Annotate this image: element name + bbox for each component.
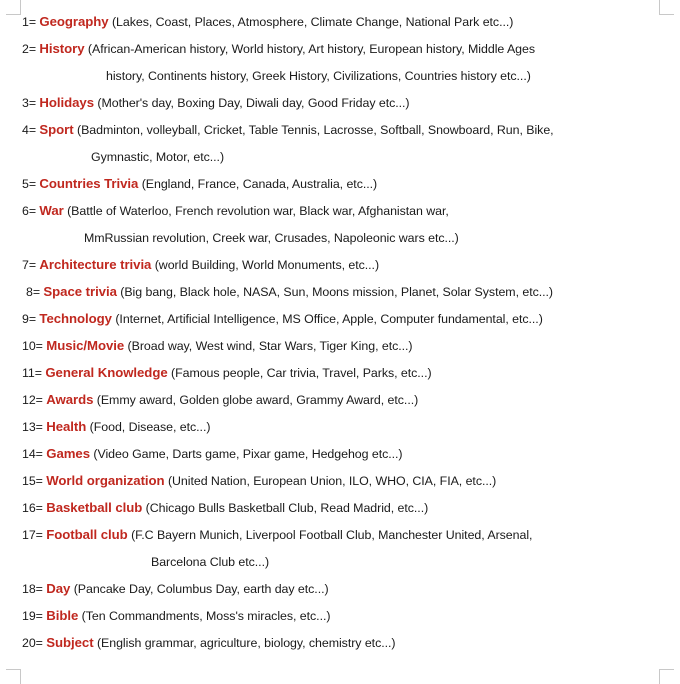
- item-topic: Countries Trivia: [39, 176, 139, 191]
- item-number: 9=: [22, 312, 40, 326]
- item-description: (Pancake Day, Columbus Day, earth day etc...): [70, 582, 329, 596]
- list-item: [22, 311, 543, 327]
- item-topic: Basketball club: [46, 500, 143, 515]
- item-topic: Architecture trivia: [39, 257, 152, 272]
- item-description: (world Building, World Monuments, etc...): [151, 258, 380, 272]
- item-number: 8=: [26, 285, 44, 299]
- item-number: 2=: [22, 42, 40, 56]
- item-topic: General Knowledge: [45, 365, 168, 380]
- item-description: (English grammar, agriculture, biology, chemistry etc...): [93, 636, 396, 650]
- item-topic: War: [39, 203, 64, 218]
- item-description: (Broad way, West wind, Star Wars, Tiger King, etc...): [124, 339, 413, 353]
- item-number: 15=: [22, 474, 47, 488]
- item-number: 1=: [22, 15, 40, 29]
- item-continuation: Barcelona Club etc...): [151, 555, 270, 569]
- item-number: 12=: [22, 393, 47, 407]
- item-topic: Games: [46, 446, 91, 461]
- item-topic: Awards: [46, 392, 94, 407]
- item-topic: Health: [46, 419, 87, 434]
- item-number: 19=: [22, 609, 47, 623]
- list-item: [22, 473, 496, 489]
- item-number: 16=: [22, 501, 47, 515]
- item-description: (Battle of Waterloo, French revolution war, Black war, Afghanistan war,: [63, 204, 449, 218]
- list-item: [22, 581, 329, 597]
- list-item: [22, 95, 410, 111]
- list-item: [22, 500, 428, 516]
- item-number: 18=: [22, 582, 47, 596]
- item-description: (Internet, Artificial Intelligence, MS Office, Apple, Computer fundamental, etc...): [111, 312, 543, 326]
- item-description: (Famous people, Car trivia, Travel, Parks, etc...): [167, 366, 432, 380]
- page-corner-mark: [6, 669, 21, 684]
- item-topic: Holidays: [39, 95, 94, 110]
- item-topic: Space trivia: [43, 284, 117, 299]
- list-item: [22, 41, 535, 57]
- item-topic: Sport: [39, 122, 74, 137]
- item-number: 7=: [22, 258, 40, 272]
- item-number: 4=: [22, 123, 40, 137]
- list-item: [22, 392, 418, 408]
- item-number: 13=: [22, 420, 47, 434]
- list-item: [22, 203, 449, 219]
- list-item: [22, 122, 554, 138]
- item-number: 17=: [22, 528, 47, 542]
- item-description: (Chicago Bulls Basketball Club, Read Madrid, etc...): [142, 501, 429, 515]
- item-topic: Football club: [46, 527, 128, 542]
- item-continuation: Gymnastic, Motor, etc...): [91, 150, 225, 164]
- item-description: (Video Game, Darts game, Pixar game, Hedgehog etc...): [90, 447, 403, 461]
- item-number: 10=: [22, 339, 47, 353]
- item-description: (F.C Bayern Munich, Liverpool Football Club, Manchester United, Arsenal,: [127, 528, 533, 542]
- list-item: [22, 338, 412, 354]
- list-item: [22, 14, 513, 30]
- list-item: [22, 635, 395, 651]
- item-description: (Mother's day, Boxing Day, Diwali day, Good Friday etc...): [94, 96, 410, 110]
- list-item: [22, 446, 403, 462]
- item-description: (United Nation, European Union, ILO, WHO, CIA, FIA, etc...): [164, 474, 497, 488]
- item-description: (Badminton, volleyball, Cricket, Table Tennis, Lacrosse, Softball, Snowboard, Run, Bike,: [73, 123, 554, 137]
- item-topic: World organization: [46, 473, 165, 488]
- item-topic: Bible: [46, 608, 79, 623]
- item-topic: History: [39, 41, 85, 56]
- item-continuation: MmRussian revolution, Creek war, Crusades, Napoleonic wars etc...): [84, 231, 459, 245]
- item-description: (England, France, Canada, Australia, etc...): [138, 177, 378, 191]
- list-item: [22, 419, 210, 435]
- list-item: [26, 284, 553, 300]
- item-number: 20=: [22, 636, 47, 650]
- item-topic: Day: [46, 581, 71, 596]
- page-corner-mark: [659, 669, 674, 684]
- item-number: 11=: [22, 366, 46, 380]
- item-description: (Emmy award, Golden globe award, Grammy Award, etc...): [93, 393, 419, 407]
- page-corner-mark: [659, 0, 674, 15]
- item-description: (Lakes, Coast, Places, Atmosphere, Climate Change, National Park etc...): [108, 15, 514, 29]
- page-corner-mark: [6, 0, 21, 15]
- list-item: [22, 365, 432, 381]
- item-description: (African-American history, World history, Art history, European history, Middle Ages: [84, 42, 535, 56]
- list-item: [22, 176, 377, 192]
- item-number: 14=: [22, 447, 47, 461]
- item-topic: Subject: [46, 635, 94, 650]
- item-description: (Food, Disease, etc...): [86, 420, 211, 434]
- item-description: (Big bang, Black hole, NASA, Sun, Moons mission, Planet, Solar System, etc...): [116, 285, 553, 299]
- item-continuation: history, Continents history, Greek History, Civilizations, Countries history etc...): [106, 69, 531, 83]
- item-number: 5=: [22, 177, 40, 191]
- list-item: [22, 608, 330, 624]
- item-topic: Technology: [39, 311, 112, 326]
- item-description: (Ten Commandments, Moss's miracles, etc...): [78, 609, 331, 623]
- item-number: 3=: [22, 96, 40, 110]
- item-topic: Music/Movie: [46, 338, 125, 353]
- list-item: [22, 257, 379, 273]
- item-topic: Geography: [39, 14, 109, 29]
- item-number: 6=: [22, 204, 40, 218]
- list-item: [22, 527, 532, 543]
